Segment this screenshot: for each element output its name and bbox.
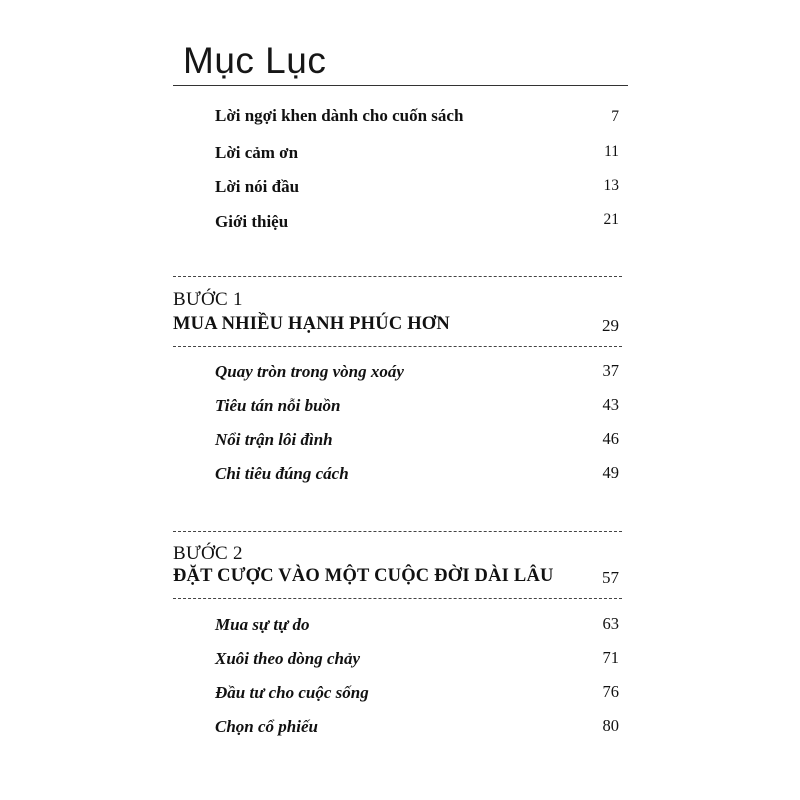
toc-entry-page: 49 [602,463,619,482]
toc-entry-page: 80 [602,716,619,735]
toc-chapter-entry[interactable] [0,359,800,389]
toc-chapter-entry[interactable] [0,646,800,676]
toc-chapter-entry[interactable] [0,393,800,423]
part-title: ĐẶT CƯỢC VÀO MỘT CUỘC ĐỜI DÀI LÂU [173,566,554,586]
toc-chapter-entry[interactable] [0,427,800,457]
toc-entry-introduction[interactable] [0,208,800,238]
toc-entry-page: 7 [611,108,619,125]
page-title: Mục Lục [183,40,327,81]
toc-entry-page: 46 [602,429,619,448]
toc-entry-page: 63 [602,614,619,633]
part-divider-bottom [173,598,622,599]
toc-entry-foreword[interactable] [0,174,800,204]
toc-entry-label: Nổi trận lôi đình [215,430,333,449]
toc-entry-acknowledgements[interactable] [0,140,800,170]
toc-chapter-entry[interactable] [0,461,800,491]
toc-entry-page: 11 [604,143,619,160]
part-page: 29 [602,316,619,335]
toc-entry-praise[interactable] [0,104,800,134]
toc-entry-page: 43 [602,395,619,414]
title-divider [173,85,628,86]
toc-entry-page: 71 [602,648,619,667]
toc-entry-label: Lời cảm ơn [215,143,299,162]
part-step-label: BƯỚC 1 [173,289,243,310]
toc-part-heading[interactable] [0,314,800,344]
part-page: 57 [602,568,619,587]
part-title: MUA NHIỀU HẠNH PHÚC HƠN [173,314,450,334]
toc-entry-label: Chọn cổ phiếu [215,717,318,736]
toc-entry-label: Xuôi theo dòng chảy [215,649,360,668]
toc-entry-label: Mua sự tự do [215,615,310,634]
toc-entry-label: Lời ngợi khen dành cho cuốn sách [215,106,464,125]
toc-entry-label: Lời nói đầu [215,177,300,196]
toc-entry-label: Đầu tư cho cuộc sống [215,683,369,702]
part-divider-bottom [173,346,622,347]
part-divider-top [173,531,622,532]
toc-entry-page: 21 [603,211,619,228]
toc-entry-label: Chi tiêu đúng cách [215,464,349,483]
toc-chapter-entry[interactable] [0,612,800,642]
toc-entry-label: Tiêu tán nỗi buồn [215,396,341,415]
toc-chapter-entry[interactable] [0,714,800,744]
toc-part-heading[interactable] [0,566,800,596]
toc-entry-label: Quay tròn trong vòng xoáy [215,362,404,381]
toc-entry-page: 37 [602,361,619,380]
toc-chapter-entry[interactable] [0,680,800,710]
toc-entry-page: 13 [603,177,619,194]
part-step-label: BƯỚC 2 [173,543,243,564]
toc-entry-label: Giới thiệu [215,212,289,231]
part-divider-top [173,276,622,277]
toc-entry-page: 76 [602,682,619,701]
